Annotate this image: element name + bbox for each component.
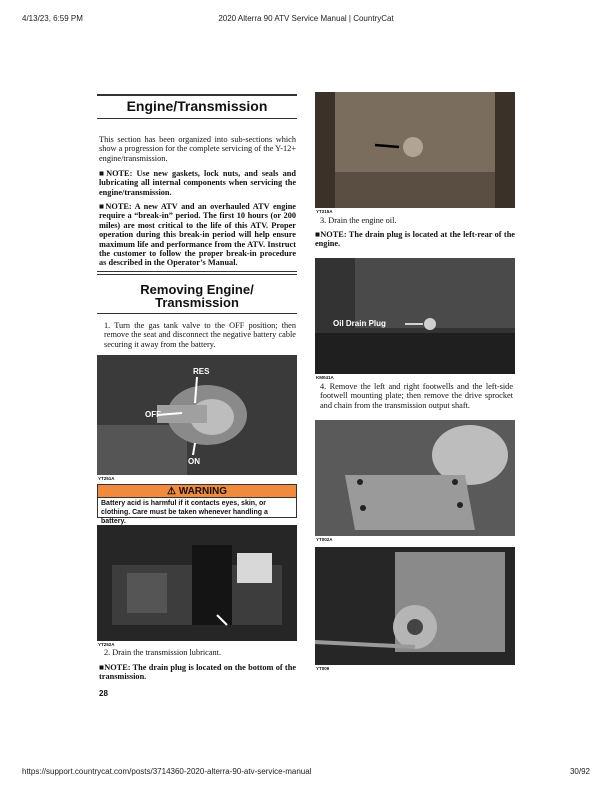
note-transmission-drain: ■NOTE: The drain plug is located on the bottom of the transmission. <box>99 663 296 682</box>
subsection-rule-2 <box>97 274 297 275</box>
photo-caption-km041a: KM041A <box>316 375 334 380</box>
photo-drive-sprocket <box>315 547 515 665</box>
section-title: Engine/Transmission <box>126 98 268 114</box>
page-number: 28 <box>99 689 108 698</box>
step-1: 1. Turn the gas tank valve to the OFF position; then remove the seat and disconnect the negative battery cable securing it away from the battery. <box>104 321 296 349</box>
oil-drain-plug-illustration <box>315 258 515 374</box>
photo-label-oil-drain-plug: Oil Drain Plug <box>333 319 386 328</box>
engine-drain-illustration <box>315 92 515 208</box>
drive-sprocket-illustration <box>315 547 515 665</box>
title-rule-top <box>97 94 297 96</box>
subsection-rule-1 <box>97 271 297 272</box>
photo-oil-drain-plug <box>315 258 515 374</box>
title-rule-bottom <box>97 118 297 119</box>
battery-area-illustration <box>97 525 297 641</box>
intro-paragraph: This section has been organized into sub-sections which show a progression for the complete servicing of the Y-12+ engine/transmission. <box>99 135 296 163</box>
warning-triangle-icon: ⚠ <box>166 486 176 497</box>
print-page-title: 2020 Alterra 90 ATV Service Manual | CountryCat <box>218 14 394 23</box>
print-datetime: 4/13/23, 6:59 PM <box>22 14 83 23</box>
subsection-title-line1: Removing Engine/ <box>140 282 254 297</box>
photo-caption-yt002a: YT002A <box>316 537 333 542</box>
photo-fuel-valve <box>97 355 297 475</box>
footwell-plate-illustration <box>315 420 515 536</box>
photo-label-res: RES <box>193 367 210 376</box>
print-url: https://support.countrycat.com/posts/3714360-2020-alterra-90-atv-service-manual <box>22 767 312 776</box>
photo-caption-yt215a: YT215A <box>316 209 333 214</box>
note-gaskets: ■NOTE: Use new gaskets, lock nuts, and seals and lubricating all internal components when servicing the engine/transmission. <box>99 169 296 197</box>
step-4: 4. Remove the left and right footwells and the left-side footwell mounting plate; then remove the drive sprocket and chain from the transmission output shaft. <box>320 382 513 410</box>
step-3: 3. Drain the engine oil. <box>320 216 397 225</box>
photo-battery-area <box>97 525 297 641</box>
photo-label-off: OFF <box>145 410 161 419</box>
photo-footwell-plate <box>315 420 515 536</box>
warning-text: Battery acid is harmful if it contacts eyes, skin, or clothing. Care must be taken whenever handling a battery. <box>97 498 297 518</box>
photo-label-on: ON <box>188 457 200 466</box>
warning-header <box>97 484 297 498</box>
photo-caption-yt009: YT009 <box>316 666 330 671</box>
subsection-title <box>97 283 297 309</box>
print-page-count: 30/92 <box>569 767 590 776</box>
photo-caption-yt252a: YT252A <box>98 642 115 647</box>
note-engine-drain: ■NOTE: The drain plug is located at the left-rear of the engine. <box>315 230 515 249</box>
note-break-in: ■NOTE: A new ATV and an overhauled ATV engine require a “break-in” period. The first 10 hours (or 200 miles) are most critical to the life of this ATV. Proper operation during this break-in period will help ensure maximum life and performance from the ATV. Instruct the customer to follow the proper break-in procedure as described in the Operator’s Manual. <box>99 202 296 268</box>
subsection-rule-3 <box>97 313 297 314</box>
photo-engine-drain <box>315 92 515 208</box>
subsection-title-line2: Transmission <box>155 295 239 310</box>
step-2: 2. Drain the transmission lubricant. <box>104 648 222 657</box>
photo-caption-yt251a: YT251A <box>98 476 115 481</box>
warning-title: WARNING <box>178 486 228 497</box>
